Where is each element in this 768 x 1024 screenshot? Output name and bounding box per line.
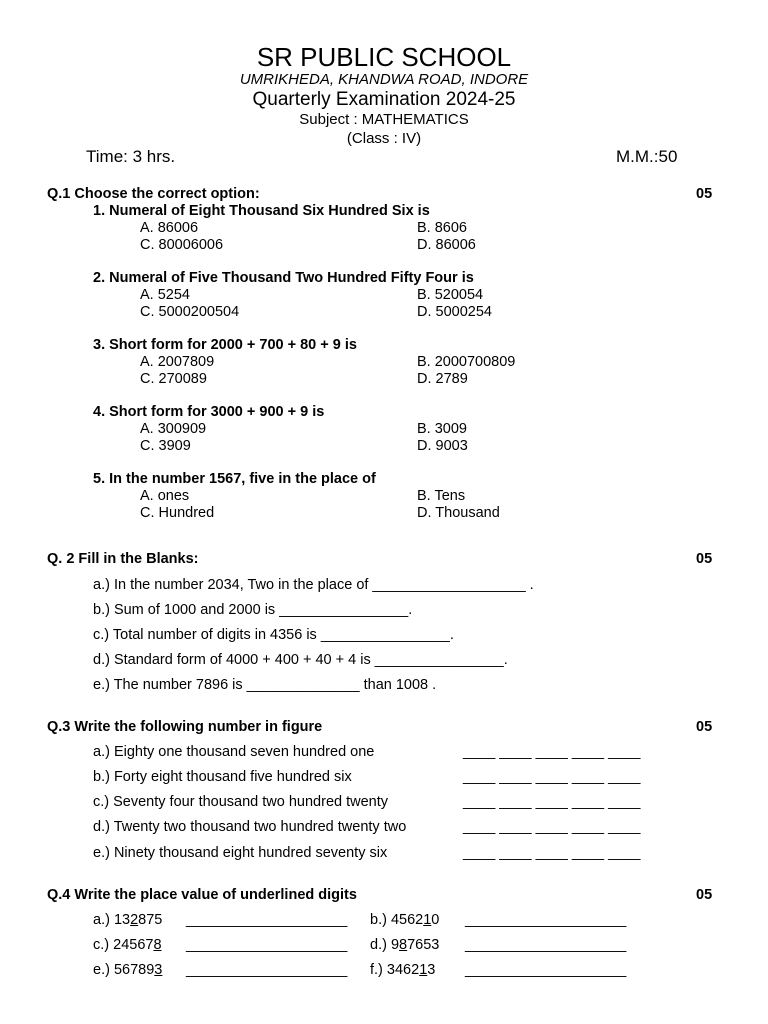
q1-option: D. Thousand bbox=[417, 505, 500, 521]
q1-option: B. 3009 bbox=[417, 421, 467, 437]
q3-item: a.) Eighty one thousand seven hundred one bbox=[93, 744, 375, 760]
q3-item: b.) Forty eight thousand five hundred six bbox=[93, 769, 352, 785]
q3-item: e.) Ninety thousand eight hundred seventy six bbox=[93, 845, 388, 861]
underlined-digit: 2 bbox=[130, 912, 139, 928]
q1-question-1: 1. Numeral of Eight Thousand Six Hundred Six is bbox=[93, 203, 430, 219]
q3-answer-blanks: ____ ____ ____ ____ ____ bbox=[463, 769, 641, 785]
q4-item bbox=[370, 912, 439, 928]
underlined-digit: 8 bbox=[153, 937, 162, 953]
q1-question-3: 3. Short form for 2000 + 700 + 80 + 9 is bbox=[93, 337, 357, 353]
q4-item bbox=[370, 962, 435, 978]
q3-answer-blanks: ____ ____ ____ ____ ____ bbox=[463, 794, 641, 810]
q1-option: D. 86006 bbox=[417, 237, 476, 253]
q4-answer-blank: ____________________ bbox=[186, 912, 348, 928]
q2-item: d.) Standard form of 4000 + 400 + 40 + 4 is ________________. bbox=[93, 652, 508, 668]
underlined-digit: 3 bbox=[154, 962, 163, 978]
q4-item bbox=[93, 937, 162, 953]
q4-item bbox=[93, 962, 162, 978]
q4-number-post: 875 bbox=[138, 912, 163, 928]
q4-answer-blank: ____________________ bbox=[465, 962, 627, 978]
exam-subject: Subject : MATHEMATICS bbox=[299, 111, 469, 128]
q1-option: B. 2000700809 bbox=[417, 354, 516, 370]
q3-answer-blanks: ____ ____ ____ ____ ____ bbox=[463, 845, 641, 861]
underlined-digit: 8 bbox=[399, 937, 408, 953]
q4-number-post: 3 bbox=[427, 962, 436, 978]
q4-number-pre: 3462 bbox=[386, 962, 420, 978]
max-marks: M.M.:50 bbox=[616, 147, 678, 166]
underlined-digit: 1 bbox=[423, 912, 432, 928]
q4-answer-blank: ____________________ bbox=[465, 912, 627, 928]
q1-option: B. 520054 bbox=[417, 287, 484, 303]
q4-number-pre: 56789 bbox=[113, 962, 155, 978]
q1-option: B. 8606 bbox=[417, 220, 467, 236]
q4-answer-blank: ____________________ bbox=[186, 937, 348, 953]
q4-item-label: f.) bbox=[370, 962, 383, 978]
q4-item-label: d.) bbox=[370, 937, 387, 953]
q1-option: C. 80006006 bbox=[140, 237, 224, 253]
q4-answer-blank: ____________________ bbox=[186, 962, 348, 978]
q4-number-pre: 9 bbox=[390, 937, 400, 953]
q4-number-pre: 4562 bbox=[390, 912, 424, 928]
q4-item-label: e.) bbox=[93, 962, 110, 978]
q1-option: C. Hundred bbox=[140, 505, 215, 521]
q1-option: A. ones bbox=[140, 488, 190, 504]
q4-number-pre: 13 bbox=[113, 912, 131, 928]
q1-option: A. 5254 bbox=[140, 287, 190, 303]
q1-option: A. 2007809 bbox=[140, 354, 215, 370]
q4-number-post: 0 bbox=[431, 912, 440, 928]
q1-option: A. 300909 bbox=[140, 421, 207, 437]
q1-marks: 05 bbox=[696, 186, 713, 202]
q4-item-label: b.) bbox=[370, 912, 387, 928]
q4-marks: 05 bbox=[696, 887, 713, 903]
q2-item: a.) In the number 2034, Two in the place of ___________________ . bbox=[93, 577, 534, 593]
q1-option: A. 86006 bbox=[140, 220, 199, 236]
q4-item-label: c.) bbox=[93, 937, 110, 953]
q1-option: B. Tens bbox=[417, 488, 466, 504]
q4-heading: Q.4 Write the place value of underlined digits bbox=[47, 887, 357, 903]
q3-marks: 05 bbox=[696, 719, 713, 735]
q1-option: D. 9003 bbox=[417, 438, 468, 454]
exam-title: Quarterly Examination 2024-25 bbox=[252, 89, 516, 110]
q2-item: c.) Total number of digits in 4356 is ________________. bbox=[93, 627, 454, 643]
q1-option: C. 5000200504 bbox=[140, 304, 240, 320]
q1-option: D. 2789 bbox=[417, 371, 468, 387]
school-address: UMRIKHEDA, KHANDWA ROAD, INDORE bbox=[239, 71, 529, 88]
q3-heading: Q.3 Write the following number in figure bbox=[47, 719, 323, 735]
school-name: SR PUBLIC SCHOOL bbox=[256, 42, 512, 72]
exam-time: Time: 3 hrs. bbox=[86, 147, 176, 166]
q1-option: C. 270089 bbox=[140, 371, 207, 387]
exam-class: (Class : IV) bbox=[346, 130, 422, 147]
q1-heading: Q.1 Choose the correct option: bbox=[47, 186, 260, 202]
q4-answer-blank: ____________________ bbox=[465, 937, 627, 953]
q2-heading: Q. 2 Fill in the Blanks: bbox=[47, 551, 199, 567]
q1-option: D. 5000254 bbox=[417, 304, 492, 320]
q3-item: c.) Seventy four thousand two hundred twenty bbox=[93, 794, 389, 810]
q4-item bbox=[93, 912, 162, 928]
q4-number-post: 7653 bbox=[407, 937, 440, 953]
q1-question-4: 4. Short form for 3000 + 900 + 9 is bbox=[93, 404, 325, 420]
q4-item-label: a.) bbox=[93, 912, 110, 928]
q1-question-5: 5. In the number 1567, five in the place of bbox=[93, 471, 376, 487]
q2-item: b.) Sum of 1000 and 2000 is ________________. bbox=[93, 602, 413, 618]
underlined-digit: 1 bbox=[419, 962, 428, 978]
q2-marks: 05 bbox=[696, 551, 713, 567]
q4-item bbox=[370, 937, 439, 953]
q2-item: e.) The number 7896 is ______________ than 1008 . bbox=[93, 677, 437, 693]
q3-item: d.) Twenty two thousand two hundred twenty two bbox=[93, 819, 407, 835]
q3-answer-blanks: ____ ____ ____ ____ ____ bbox=[463, 744, 641, 760]
q1-question-2: 2. Numeral of Five Thousand Two Hundred Fifty Four is bbox=[93, 270, 474, 286]
q1-option: C. 3909 bbox=[140, 438, 191, 454]
q3-answer-blanks: ____ ____ ____ ____ ____ bbox=[463, 819, 641, 835]
q4-number-pre: 24567 bbox=[113, 937, 154, 953]
